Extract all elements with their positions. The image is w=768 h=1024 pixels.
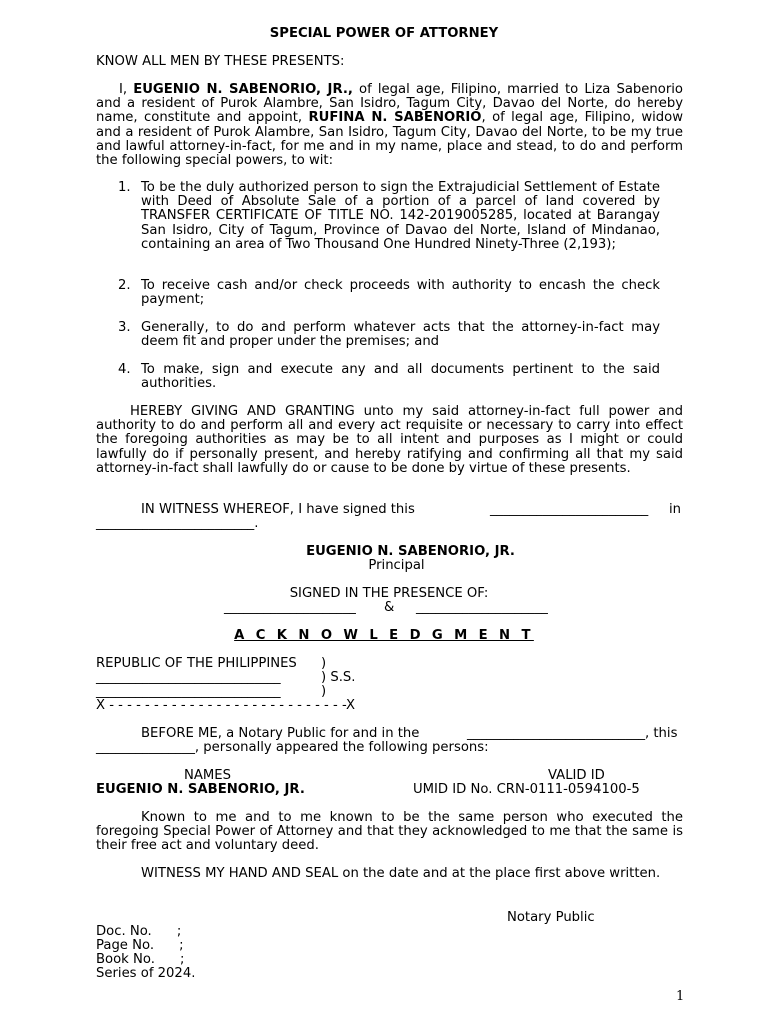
before-me-text: BEFORE ME, a Notary Public for and in the	[141, 726, 420, 741]
acknowledgment-title: A C K N O W L E D G M E N T	[234, 628, 534, 643]
page-no: Page No. ;	[96, 938, 184, 953]
power-text: Generally, to do and perform whatever acts that the attorney-in-fact may deem fit and proper under the premises; and	[141, 320, 660, 350]
power-text: To receive cash and/or check proceeds with authority to encash the check payment;	[141, 278, 660, 308]
known-paragraph: Known to me and to me known to be the same person who executed the foregoing Special Power of Attorney and that they acknowledged to me that the same is their free act and voluntary deed.	[96, 810, 683, 854]
intro-paragraph	[96, 83, 683, 168]
before-me-line-2: _______________, personally appeared the following persons:	[96, 740, 489, 755]
signatory-name: EUGENIO N. SABENORIO, JR.	[306, 544, 515, 559]
venue-blank-2: ____________________________	[96, 684, 281, 699]
witness-hand-paragraph: WITNESS MY HAND AND SEAL on the date and at the place first above written.	[141, 866, 661, 881]
power-number: 2.	[118, 278, 131, 293]
appearing-person-name: EUGENIO N. SABENORIO, JR.	[96, 782, 305, 797]
intro-prefix: I,	[119, 82, 134, 97]
principal-name: EUGENIO N. SABENORIO, JR.,	[133, 82, 353, 97]
venue-paren-3: )	[321, 684, 327, 699]
notary-public-label: Notary Public	[507, 910, 595, 925]
witness-blank-1: ____________________	[224, 600, 356, 615]
names-header: NAMES	[184, 768, 231, 783]
power-item-4	[118, 363, 660, 391]
power-number: 4.	[118, 362, 131, 377]
ampersand: &	[384, 600, 395, 615]
intro-text-2: , of legal age, Filipino, widow and a resident of Purok Alambre, San Isidro, Tagum City, Davao del Norte, to be my true and lawful attorney-in-fact, for me and in my name, place and stead, to do and perform the following special powers, to wit:	[96, 110, 683, 169]
power-text: To be the duly authorized person to sign the Extrajudicial Settlement of Estate with Deed of Absolute Sale of a portion of a parcel of land covered by TRANSFER CERTIFICATE OF TITLE NO. 142-2019005285, located at Barangay San Isidro, City of Tagum, Province of Davao del Norte, Island of Mindanao, containing an area of Two Thousand One Hundred Ninety-Three (2,193);	[141, 180, 660, 252]
witness-text: IN WITNESS WHEREOF, I have signed this	[141, 502, 415, 517]
power-item-2	[118, 279, 660, 307]
witness-in: in	[669, 502, 682, 517]
series: Series of 2024.	[96, 966, 196, 981]
hereby-paragraph: HEREBY GIVING AND GRANTING unto my said attorney-in-fact full power and authority to do and perform all and every act requisite or necessary to carry into effect the foregoing authorities as may be to all intent and purposes as I might or could lawfully do if personally present, and hereby ratifying and confirming all that my said attorney-in-fact shall lawfully do or cause to be done by virtue of these presents.	[96, 404, 683, 476]
page-number: 1	[676, 989, 685, 1004]
venue-ss: ) S.S.	[321, 670, 356, 685]
venue-x-line: X - - - - - - - - - - - - - - - - - - - - - - - - - - -X	[96, 698, 356, 713]
venue-blank-1: ____________________________	[96, 670, 281, 685]
power-text: To make, sign and execute any and all documents pertinent to the said authorities.	[141, 362, 660, 392]
presence-label: SIGNED IN THE PRESENCE OF:	[289, 586, 489, 601]
power-number: 1.	[118, 180, 131, 195]
attorney-name: RUFINA N. SABENORIO	[308, 110, 482, 126]
power-item-1	[118, 181, 660, 252]
doc-no: Doc. No. ;	[96, 924, 182, 939]
witness-blank-2: ____________________	[416, 600, 548, 615]
before-me-this: , this	[645, 726, 678, 741]
book-no: Book No. ;	[96, 952, 185, 967]
venue-republic: REPUBLIC OF THE PHILIPPINES	[96, 656, 297, 671]
witness-date-blank: ________________________	[490, 502, 649, 517]
intro-text-1: of legal age, Filipino, married to Liza Sabenorio and a resident of Purok Alambre, San Isidro, Tagum City, Davao del Norte, do hereby name, constitute and appoint,	[96, 82, 683, 126]
before-me-place-blank: ___________________________	[467, 726, 646, 741]
venue-paren-1: )	[321, 656, 327, 671]
power-number: 3.	[118, 320, 131, 335]
witness-place-blank: ________________________.	[96, 516, 259, 531]
appearing-person-id: UMID ID No. CRN-0111-0594100-5	[413, 782, 640, 797]
salutation: KNOW ALL MEN BY THESE PRESENTS:	[96, 54, 345, 69]
power-item-3	[118, 321, 660, 349]
document-title: SPECIAL POWER OF ATTORNEY	[269, 26, 499, 41]
signatory-role: Principal	[368, 558, 425, 573]
valid-id-header: VALID ID	[548, 768, 605, 783]
